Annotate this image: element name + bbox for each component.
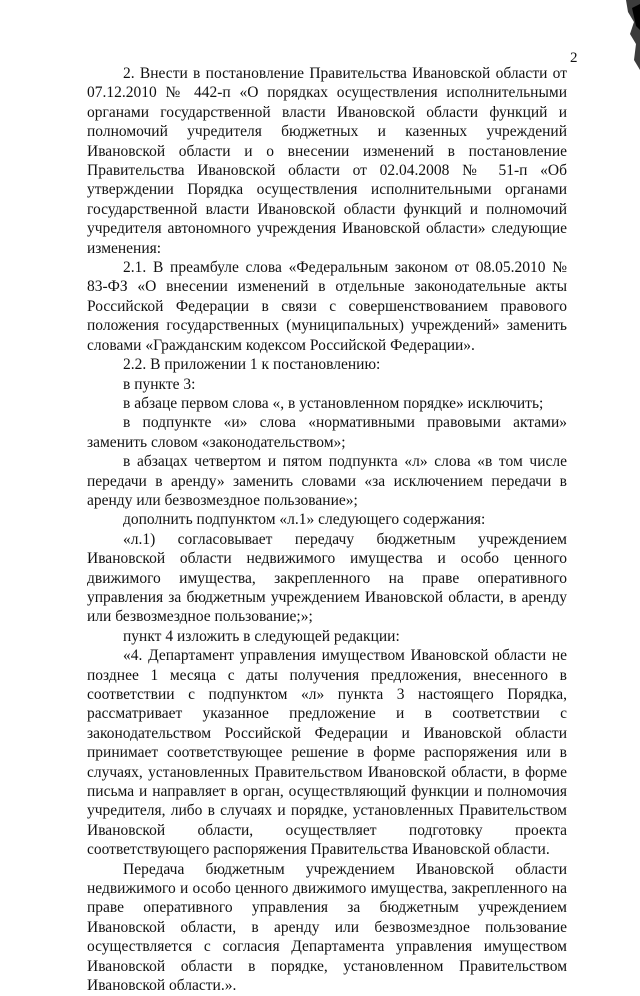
paragraph-clause-4-text: «4. Департамент управления имуществом Ивановской области не позднее 1 месяца с даты получения предложения, внесенного в соответствии с подпунктом «л» пункта 3 настоящего Порядка, рассматривает указанное предложение и в соответствии с законодательством Российской Федерации и Ивановской области принимает соответствующее решение в форме распоряжения или в случаях, установленных Правительством Ивановской области, в форме письма и направляет в орган, осуществляющий функции и полномочия учредителя, либо в случаях и порядке, установленных Правительством Ивановской области, осуществляет подготовку проекта соответствующего распоряжения Правительства Ивановской области. (87, 647, 567, 859)
paragraph-clause-4-intro: пункт 4 изложить в следующей редакции: (123, 627, 400, 645)
paragraph-2-1-preamble: 2.1. В преамбуле слова «Федеральным законом от 08.05.2010 № 83-ФЗ «О внесении изменений в отдельные законодательные акты Российской Федерации в связи с совершенствованием правового положения государственных (муниципальных) учреждений» заменить словами «Гражданским кодексом Российской Федерации». (87, 259, 567, 354)
paragraph-subclause-l: в абзацах четвертом и пятом подпункта «л» слова «в том числе передачи в аренду» заменить словами «за исключением передачи в аренду или безвозмездное пользование»; (87, 453, 567, 509)
paragraph-amendment-intro: 2. Внести в постановление Правительства Ивановской области от 07.12.2010 № 442-п «О порядках осуществления исполнительными органами государственной власти Ивановской области функций и полномочий учредителя бюджетных и казенных учреждений Ивановской области и о внесении изменений в постановление Правительства Ивановской области от 02.04.2008 № 51-п «Об утверждении Порядка осуществления исполнительными органами государственной власти Ивановской области функций и полномочий учредителя автономного учреждения Ивановской области» следующие изменения: (87, 65, 567, 257)
scan-edge-mark (596, 0, 640, 70)
paragraph-transfer-text: Передача бюджетным учреждением Ивановской области недвижимого и особо ценного движимого имущества, закрепленного на праве оперативного управления за бюджетным учреждением Ивановской области, в аренду или безвозмездное пользование осуществляется с согласия Департамента управления имуществом Ивановской области в порядке, установленном Правительством Ивановской области.». (87, 860, 567, 995)
paragraph-first-indent: в абзаце первом слова «, в установленном порядке» исключить; (123, 394, 544, 412)
paragraph-clause-3: в пункте 3: (123, 375, 196, 393)
paragraph-l1-text: «л.1) согласовывает передачу бюджетным учреждением Ивановской области недвижимого имущества и особо ценного движимого имущества, закрепленного на праве оперативного управления за бюджетным учреждением Ивановской области, в аренду или безвозмездное пользование;»; (87, 530, 567, 626)
paragraph-subclause-i: в подпункте «и» слова «нормативными правовыми актами» заменить словом «законодательством»; (87, 414, 567, 451)
document-body (87, 64, 567, 996)
page-number: 2 (570, 50, 578, 66)
paragraph-2-2-appendix: 2.2. В приложении 1 к постановлению: (123, 356, 381, 374)
paragraph-add-l1: дополнить подпунктом «л.1» следующего содержания: (123, 511, 486, 529)
